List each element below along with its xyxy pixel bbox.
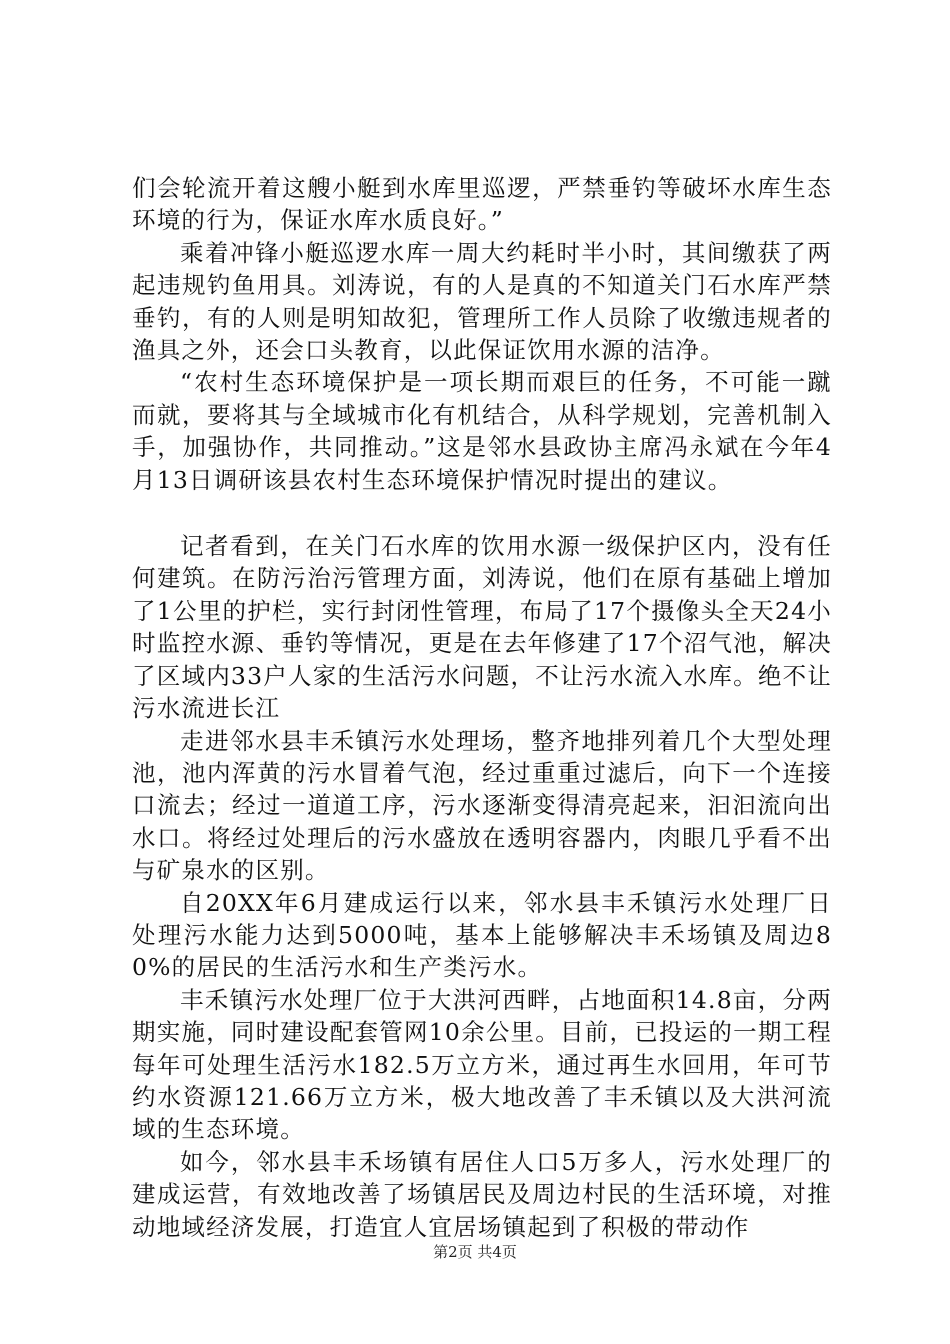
paragraph-continuation: 们会轮流开着这艘小艇到水库里巡逻，严禁垂钓等破坏水库生态环境的行为，保证水库水质良好。” [132,174,832,235]
article-body [132,172,832,1243]
paragraph-capacity: 自20XX年6月建成运行以来，邻水县丰禾镇污水处理厂日处理污水能力达到5000吨，基本上能够解决丰禾场镇及周边80%的居民的生活污水和生产类污水。 [132,888,832,982]
paragraph-patrol: 乘着冲锋小艇巡逻水库一周大约耗时半小时，其间缴获了两起违规钓鱼用具。刘涛说，有的人是真的不知道关门石水库严禁垂钓，有的人则是明知故犯，管理所工作人员除了收缴违规者的渔具之外，还会口头教育，以此保证饮用水源的洁净。 [132,238,832,365]
paragraph-population: 如今，邻水县丰禾场镇有居住人口5万多人，污水处理厂的建成运营，有效地改善了场镇居民及周边村民的生活环境，对推动地域经济发展，打造宜人宜居场镇起到了积极的带动作 [132,1147,832,1241]
paragraph-plant-details: 丰禾镇污水处理厂位于大洪河西畔，占地面积14.8亩，分两期实施，同时建设配套管网10余公里。目前，已投运的一期工程每年可处理生活污水182.5万立方米，通过再生水回用，年可节约水资源121.66万立方米，极大地改善了丰禾镇以及大洪河流域的生态环境。 [132,985,832,1144]
paragraph-protection-zone: 记者看到，在关门石水库的饮用水源一级保护区内，没有任何建筑。在防污治污管理方面，刘涛说，他们在原有基础上增加了1公里的护栏，实行封闭性管理，布局了17个摄像头全天24小时监控水源、垂钓等情况，更是在去年修建了17个沼气池，解决了区域内33户人家的生活污水问题，不让污水流入水库。绝不让污水流进长江 [132,532,832,723]
paragraph-treatment-plant: 走进邻水县丰禾镇污水处理场，整齐地排列着几个大型处理池，池内浑黄的污水冒着气泡，经过重重过滤后，向下一个连接口流去；经过一道道工序，污水逐渐变得清亮起来，汩汩流向出水口。将经过处理后的污水盛放在透明容器内，肉眼几乎看不出与矿泉水的区别。 [132,726,832,885]
page-number-footer: 第2页 共4页 [433,1243,517,1261]
paragraph-quote: “农村生态环境保护是一项长期而艰巨的任务，不可能一蹴而就，要将其与全域城市化有机结合，从科学规划，完善机制入手，加强协作，共同推动。”这是邻水县政协主席冯永斌在今年4月13日调研该县农村生态环境保护情况时提出的建议。 [132,368,832,494]
